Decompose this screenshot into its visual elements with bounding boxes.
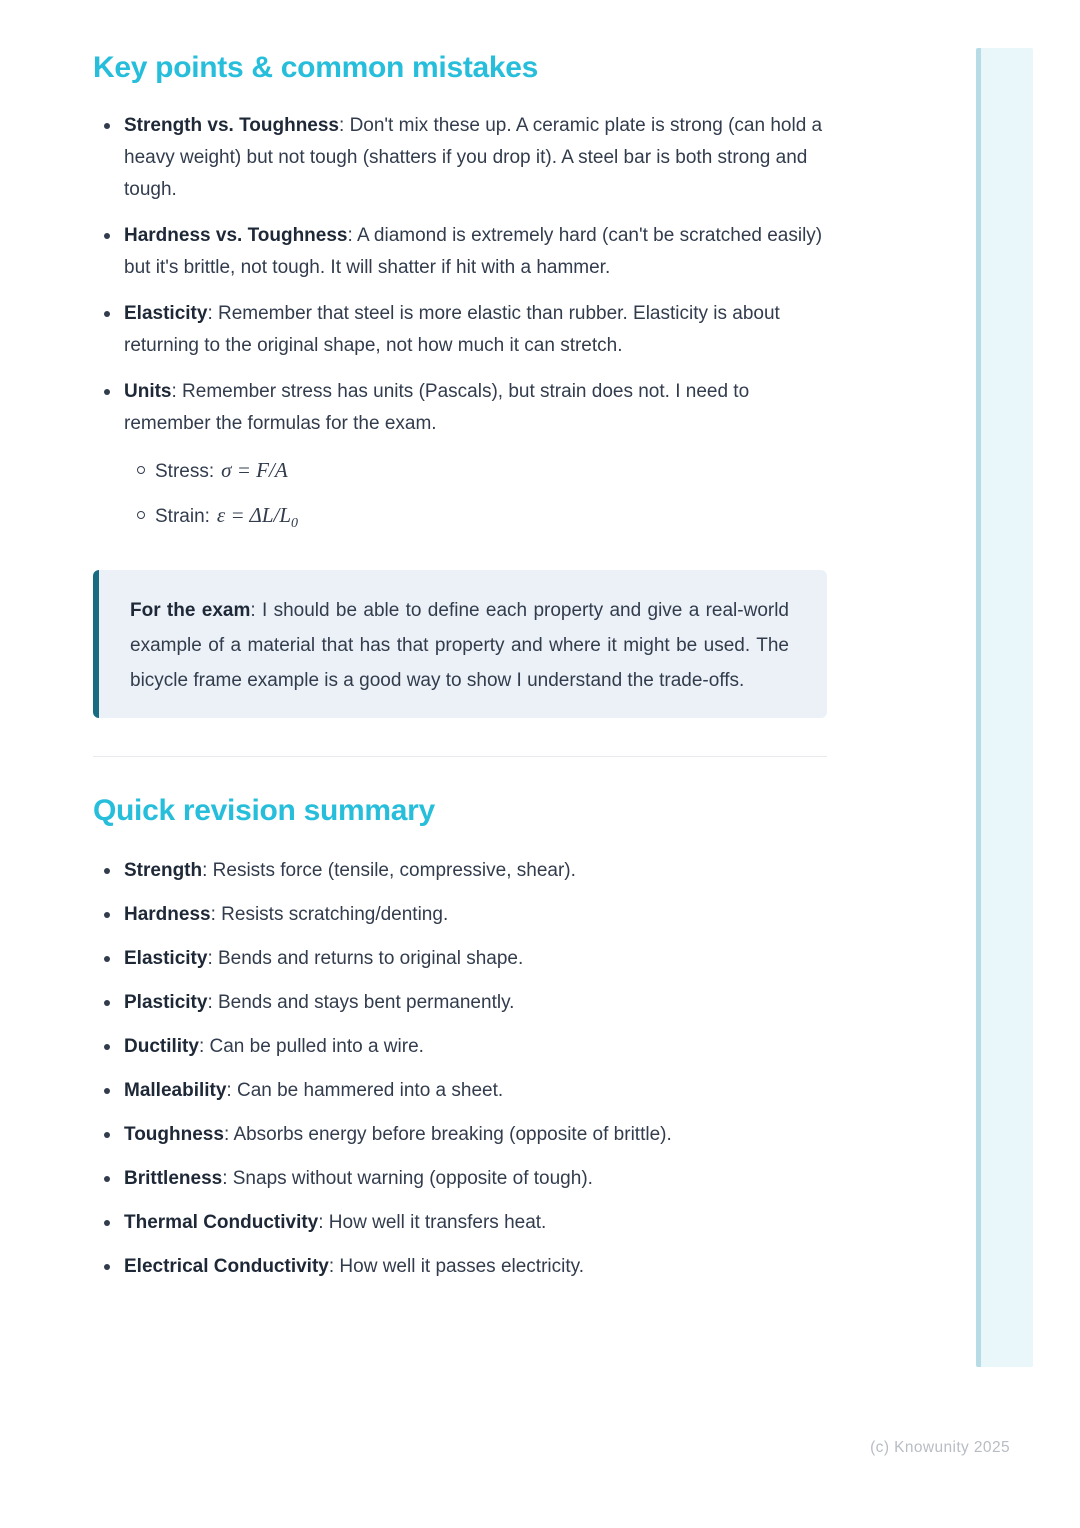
term-label: Ductility: [124, 1035, 199, 1057]
list-item: [93, 1075, 827, 1107]
term-label: Toughness: [124, 1123, 224, 1145]
section-title-key-points: Key points & common mistakes: [93, 51, 539, 84]
term-description: : How well it passes electricity.: [328, 1255, 585, 1277]
list-item-text: [124, 376, 827, 440]
exam-callout: [93, 570, 827, 718]
formula-item-stress: [93, 454, 827, 488]
formula-label: Strain:: [155, 506, 210, 527]
bullet-dot-icon: [104, 233, 110, 239]
list-item: [93, 110, 827, 206]
term-description: : Resists scratching/denting.: [210, 903, 449, 925]
bullet-dot-icon: [104, 912, 110, 918]
term-label: Elasticity: [124, 303, 208, 324]
term-label: Hardness: [124, 903, 211, 925]
section-title-quick-revision: Quick revision summary: [93, 793, 435, 827]
list-item-text: [124, 1119, 827, 1151]
bullet-dot-icon: [104, 1044, 110, 1050]
list-item: [93, 855, 827, 887]
list-item-text: [124, 943, 827, 975]
term-description: : Snaps without warning (opposite of tough).: [222, 1167, 593, 1189]
term-description: : Don't mix these up. A ceramic plate is strong (can hold a heavy weight) but not tough (shatters if you drop it). A steel bar is both strong and tough.: [124, 115, 823, 200]
list-item-text: [124, 1207, 827, 1239]
formula-item-strain: [93, 499, 827, 540]
term-label: Thermal Conductivity: [124, 1211, 319, 1233]
term-label: Malleability: [124, 1079, 227, 1101]
term-description: : Bends and returns to original shape.: [207, 947, 524, 969]
list-item-text: [124, 1075, 827, 1107]
list-item-text: [124, 220, 827, 284]
copyright-footer: (c) Knowunity 2025: [870, 1439, 1010, 1456]
quick-revision-list: [93, 855, 827, 1283]
list-item-text: [124, 899, 827, 931]
right-edge-strip: [976, 48, 1033, 1367]
list-item: [93, 943, 827, 975]
callout-body: : I should be able to define each property and give a real-world example of a material that has that property and where it might be used. The bicycle frame example is a good way to show I understand the trade-offs.: [130, 599, 790, 691]
term-description: : How well it transfers heat.: [318, 1211, 547, 1233]
bullet-dot-icon: [104, 311, 110, 317]
list-item: [93, 1163, 827, 1195]
term-description: : Remember that steel is more elastic than rubber. Elasticity is about returning to the original shape, not how much it can stretch.: [124, 303, 780, 356]
term-label: Strength: [124, 859, 203, 881]
bullet-dot-icon: [104, 123, 110, 129]
list-item-text: [124, 1163, 827, 1195]
callout-label: For the exam: [130, 599, 251, 621]
list-item-text: [124, 855, 827, 887]
bullet-dot-icon: [104, 1132, 110, 1138]
list-item: [93, 298, 827, 362]
term-label: Plasticity: [124, 991, 208, 1013]
section-divider: [93, 756, 827, 757]
bullet-dot-icon: [104, 389, 110, 395]
list-item: [93, 899, 827, 931]
formula-text: [155, 499, 827, 540]
term-description: : Remember stress has units (Pascals), but strain does not. I need to remember the formulas for the exam.: [124, 381, 750, 434]
list-item-text: [124, 1031, 827, 1063]
formula-subscript: 0: [291, 515, 299, 531]
term-label: Units: [124, 381, 172, 402]
term-label: Strength vs. Toughness: [124, 115, 340, 136]
bullet-dot-icon: [104, 1088, 110, 1094]
list-item: [93, 1031, 827, 1063]
term-label: Hardness vs. Toughness: [124, 225, 348, 246]
bullet-dot-icon: [104, 1220, 110, 1226]
list-item-text: [124, 298, 827, 362]
sub-bullet-circle-icon: [137, 466, 145, 474]
notes-content: [93, 0, 827, 1295]
term-label: Elasticity: [124, 947, 208, 969]
bullet-dot-icon: [104, 1176, 110, 1182]
term-description: : Resists force (tensile, compressive, shear).: [202, 859, 576, 881]
formula-math: σ = F/A: [221, 458, 288, 482]
formula-text: [155, 454, 827, 488]
bullet-dot-icon: [104, 956, 110, 962]
key-points-list: [93, 110, 827, 540]
bullet-dot-icon: [104, 868, 110, 874]
list-item-text: [124, 987, 827, 1019]
callout-text: [130, 593, 789, 698]
term-description: : Can be hammered into a sheet.: [226, 1079, 504, 1101]
bullet-dot-icon: [104, 1264, 110, 1270]
list-item: [93, 376, 827, 440]
list-item: [93, 1207, 827, 1239]
list-item-text: [124, 110, 827, 206]
term-description: : A diamond is extremely hard (can't be scratched easily) but it's brittle, not tough. It will shatter if hit with a hammer.: [124, 225, 823, 278]
list-item: [93, 1119, 827, 1151]
term-label: Brittleness: [124, 1167, 223, 1189]
sub-bullet-circle-icon: [137, 511, 145, 519]
bullet-dot-icon: [104, 1000, 110, 1006]
list-item-text: [124, 1251, 827, 1283]
term-label: Electrical Conductivity: [124, 1255, 329, 1277]
list-item: [93, 220, 827, 284]
formula-math: ε = ΔL/L: [216, 503, 292, 527]
formula-label: Stress:: [155, 461, 215, 482]
term-description: : Can be pulled into a wire.: [198, 1035, 424, 1057]
list-item: [93, 987, 827, 1019]
list-item: [93, 1251, 827, 1283]
term-description: : Absorbs energy before breaking (opposite of brittle).: [223, 1123, 672, 1145]
term-description: : Bends and stays bent permanently.: [207, 991, 515, 1013]
formula-list: [93, 454, 827, 540]
